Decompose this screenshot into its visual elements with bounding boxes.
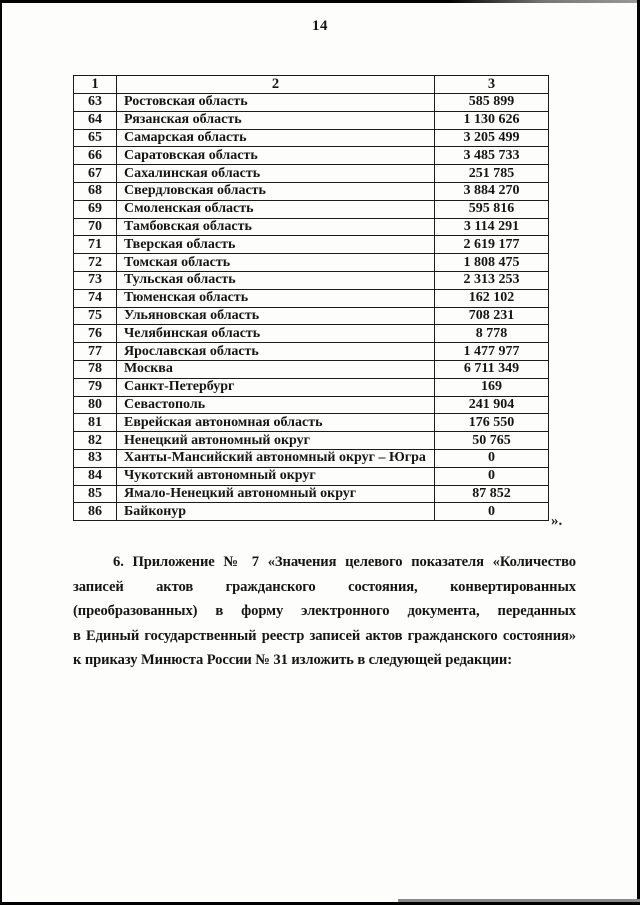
region-name-cell: Тульская область [117,271,435,289]
row-number-cell: 81 [74,414,117,432]
scan-edge-top [0,0,640,3]
region-name-cell: Чукотский автономный округ [117,467,435,485]
table-row [74,271,549,289]
paragraph-line: в Единый государственный реестр записей актов гражданского состояния» [73,627,576,644]
row-number-cell: 72 [74,254,117,272]
table-row [74,200,549,218]
scan-smudge [398,899,640,902]
region-value-cell: 3 205 499 [435,129,549,147]
paragraph-line: 6. Приложение № 7 «Значения целевого показателя «Количество [113,554,576,570]
region-name-cell: Ханты-Мансийский автономный округ – Югра [117,449,435,467]
row-number-cell: 83 [74,449,117,467]
region-name-cell: Смоленская область [117,200,435,218]
region-name-cell: Рязанская область [117,111,435,129]
table-row [74,165,549,183]
region-name-cell: Байконур [117,503,435,521]
row-number-cell: 77 [74,343,117,361]
region-name-cell: Севастополь [117,396,435,414]
region-name-cell: Ростовская область [117,94,435,112]
region-name-cell: Саратовская область [117,147,435,165]
row-number-cell: 74 [74,289,117,307]
row-number-cell: 85 [74,485,117,503]
region-name-cell: Ненецкий автономный округ [117,432,435,450]
header-col-region: 2 [117,76,435,94]
region-value-cell: 2 619 177 [435,236,549,254]
row-number-cell: 82 [74,432,117,450]
table-row [74,307,549,325]
region-value-cell: 50 765 [435,432,549,450]
table-row [74,289,549,307]
row-number-cell: 68 [74,182,117,200]
region-name-cell: Тверская область [117,236,435,254]
page-number: 14 [312,18,328,34]
region-value-cell: 1 130 626 [435,111,549,129]
table-row [74,129,549,147]
row-number-cell: 86 [74,503,117,521]
table-row [74,414,549,432]
table-row [74,218,549,236]
region-value-cell: 1 808 475 [435,254,549,272]
row-number-cell: 63 [74,94,117,112]
region-name-cell: Томская область [117,254,435,272]
table-row [74,432,549,450]
paragraph-line: к приказу Минюста России № 31 изложить в следующей редакции: [73,652,512,669]
region-value-cell: 0 [435,449,549,467]
table-row [74,467,549,485]
table-row [74,360,549,378]
region-name-cell: Тюменская область [117,289,435,307]
region-value-cell: 176 550 [435,414,549,432]
row-number-cell: 80 [74,396,117,414]
table-row [74,503,549,521]
table-row [74,254,549,272]
table-row [74,343,549,361]
region-name-cell: Еврейская автономная область [117,414,435,432]
row-number-cell: 76 [74,325,117,343]
row-number-cell: 65 [74,129,117,147]
region-name-cell: Самарская область [117,129,435,147]
table-row [74,396,549,414]
row-number-cell: 70 [74,218,117,236]
region-name-cell: Челябинская область [117,325,435,343]
row-number-cell: 71 [74,236,117,254]
region-value-cell: 3 884 270 [435,182,549,200]
row-number-cell: 75 [74,307,117,325]
table-row [74,325,549,343]
table-row [74,94,549,112]
table-row [74,485,549,503]
region-value-cell: 87 852 [435,485,549,503]
region-name-cell: Ярославская область [117,343,435,361]
table-row [74,236,549,254]
region-value-cell: 2 313 253 [435,271,549,289]
paragraph-line: (преобразованных) в форму электронного документа, переданных [73,603,576,620]
row-number-cell: 84 [74,467,117,485]
region-name-cell: Сахалинская область [117,165,435,183]
region-value-cell: 0 [435,467,549,485]
header-col-value: 3 [435,76,549,94]
row-number-cell: 69 [74,200,117,218]
region-value-cell: 6 711 349 [435,360,549,378]
region-name-cell: Ямало-Ненецкий автономный округ [117,485,435,503]
region-value-cell: 162 102 [435,289,549,307]
paragraph-line: записей актов гражданского состояния, конвертированных [73,578,576,595]
closing-quote: ». [551,513,563,529]
region-value-cell: 708 231 [435,307,549,325]
table-row [74,111,549,129]
amendment-paragraph [73,550,576,673]
table-row [74,449,549,467]
table-row [74,182,549,200]
table-row [74,378,549,396]
region-value-cell: 0 [435,503,549,521]
region-value-cell: 585 899 [435,94,549,112]
region-value-cell: 3 485 733 [435,147,549,165]
region-name-cell: Москва [117,360,435,378]
region-name-cell: Свердловская область [117,182,435,200]
header-col-number: 1 [74,76,117,94]
region-value-cell: 251 785 [435,165,549,183]
region-value-cell: 1 477 977 [435,343,549,361]
row-number-cell: 73 [74,271,117,289]
region-name-cell: Тамбовская область [117,218,435,236]
region-value-cell: 8 778 [435,325,549,343]
region-name-cell: Ульяновская область [117,307,435,325]
row-number-cell: 67 [74,165,117,183]
row-number-cell: 79 [74,378,117,396]
table-body [74,94,549,521]
region-value-cell: 241 904 [435,396,549,414]
table-row [74,147,549,165]
row-number-cell: 64 [74,111,117,129]
table-header-row [74,76,549,94]
region-name-cell: Санкт-Петербург [117,378,435,396]
row-number-cell: 66 [74,147,117,165]
regions-table [73,75,549,521]
row-number-cell: 78 [74,360,117,378]
scan-edge-left [0,0,2,905]
region-value-cell: 595 816 [435,200,549,218]
region-value-cell: 169 [435,378,549,396]
region-value-cell: 3 114 291 [435,218,549,236]
